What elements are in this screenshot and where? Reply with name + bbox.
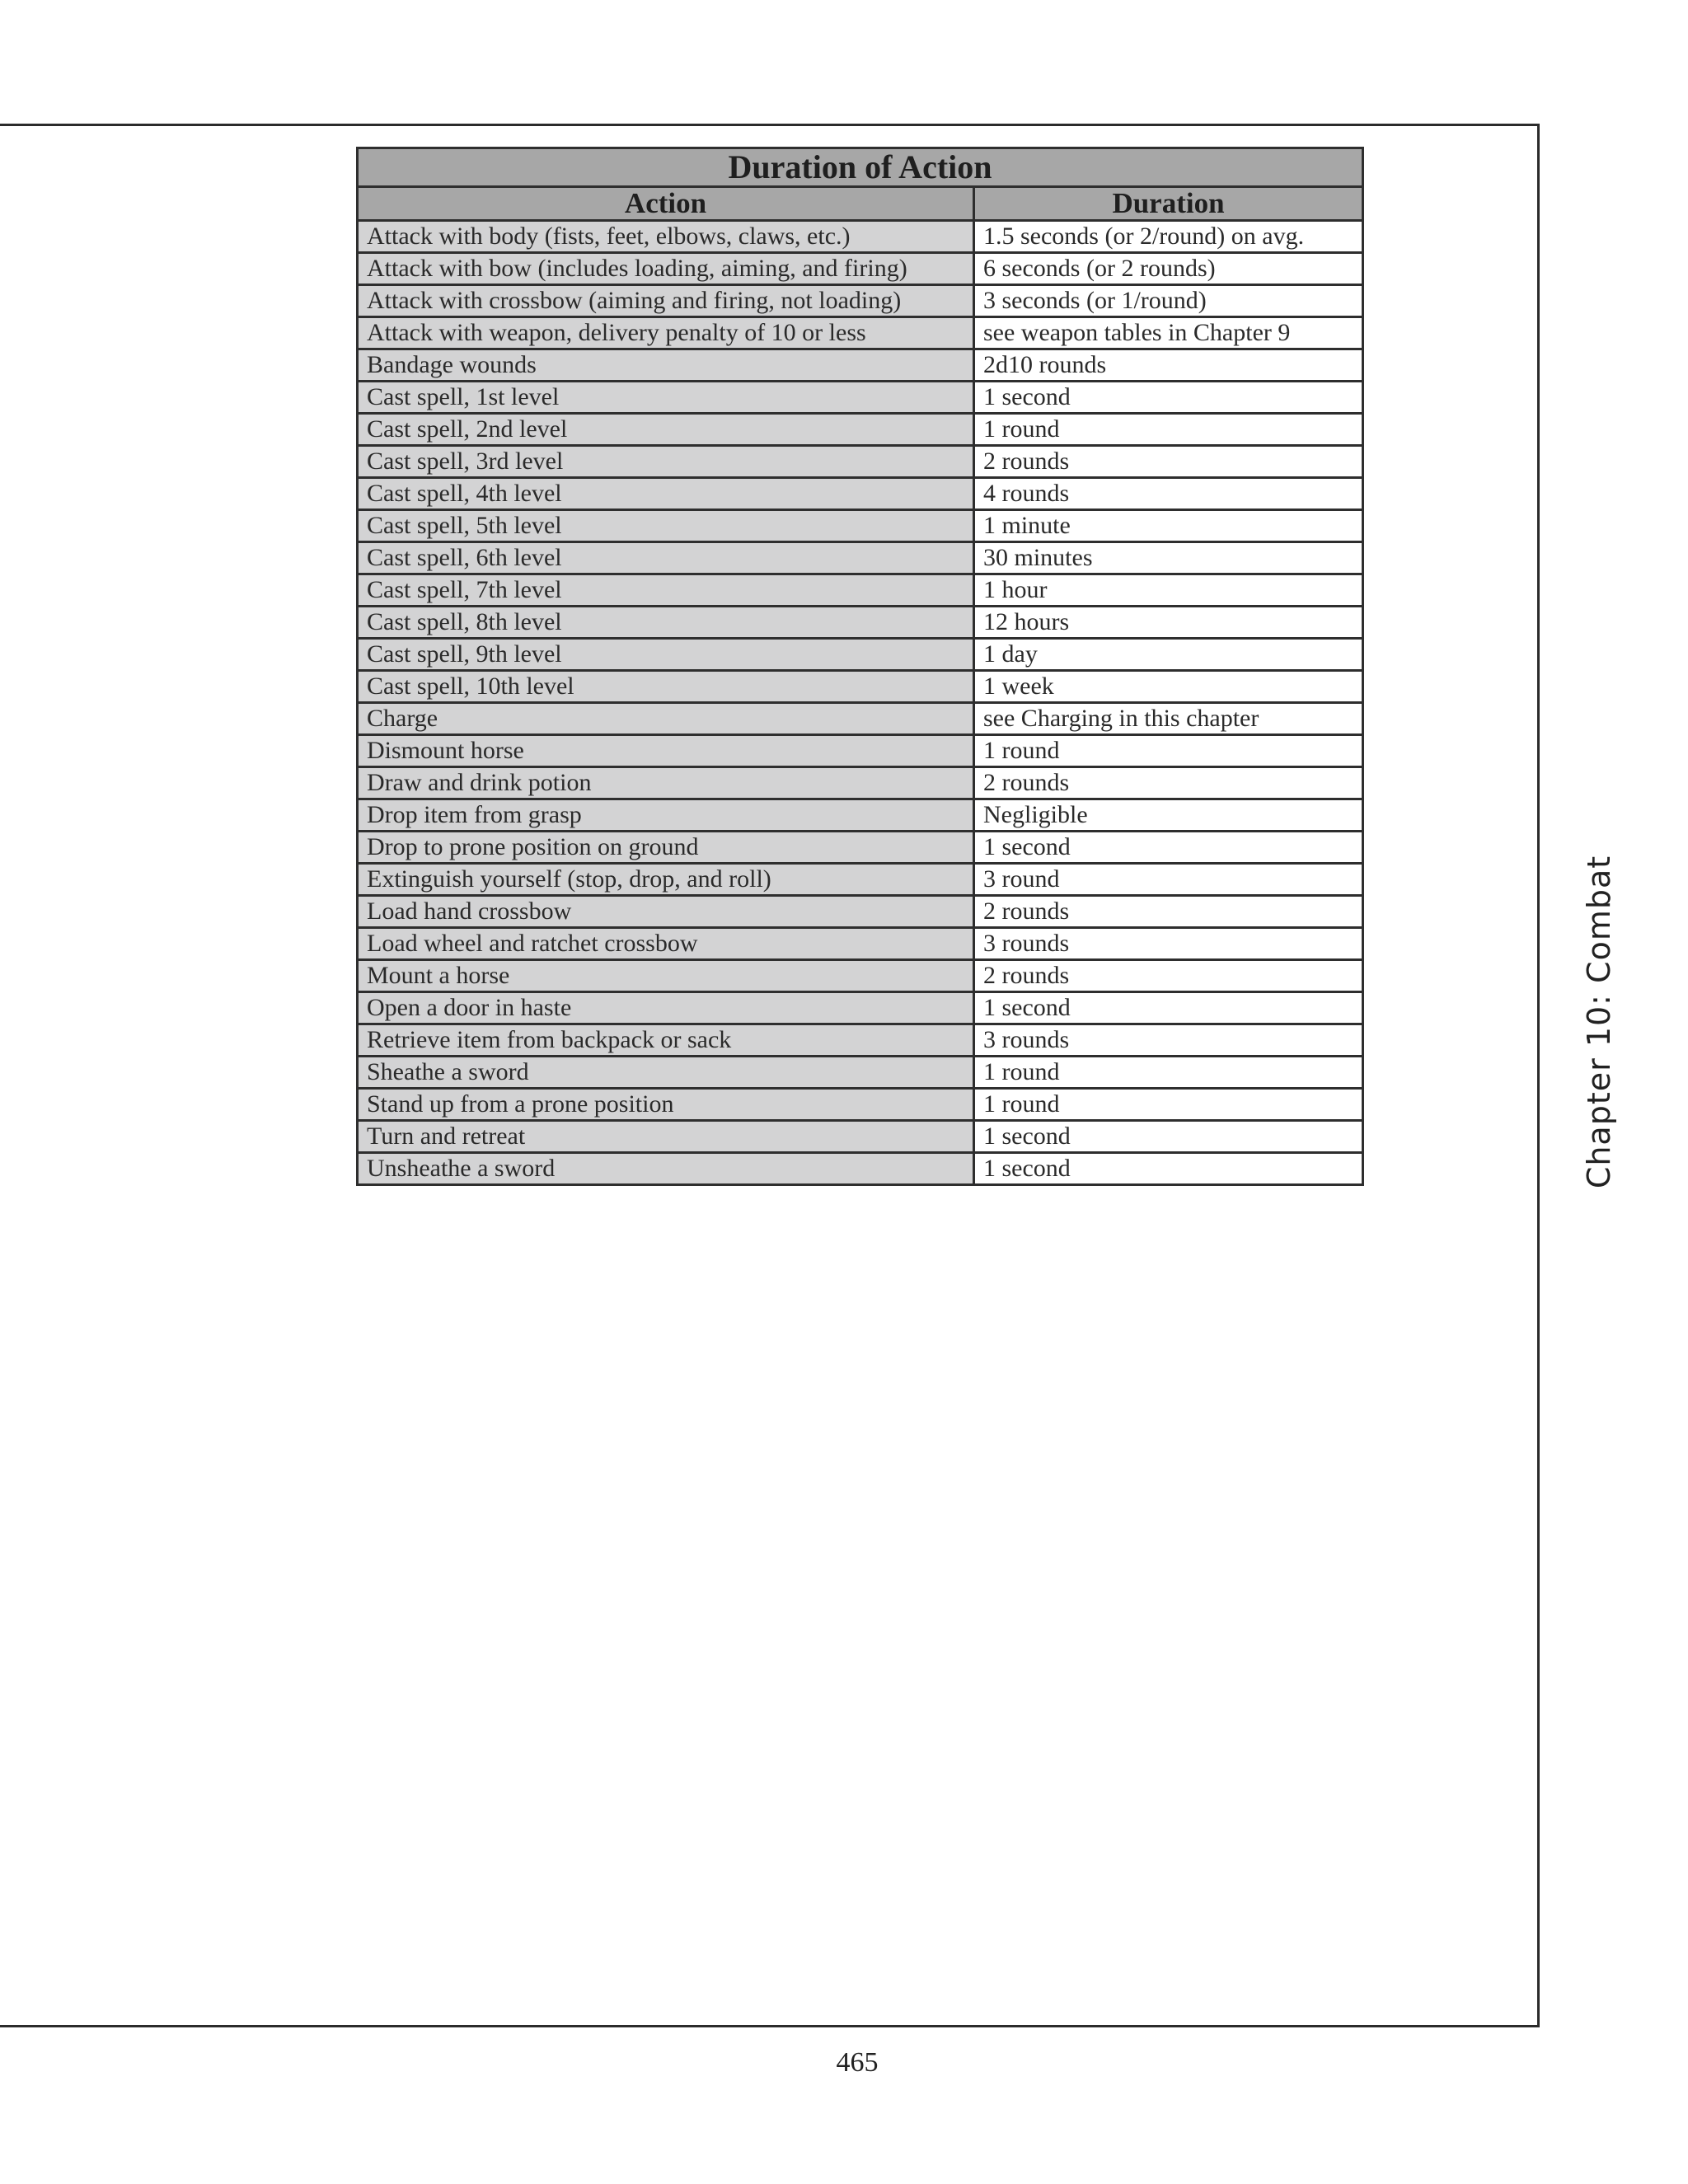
table-row bbox=[358, 1121, 1363, 1153]
action-cell: Cast spell, 1st level bbox=[358, 382, 974, 414]
duration-of-action-table bbox=[356, 147, 1364, 1186]
table-row bbox=[358, 671, 1363, 703]
duration-cell: 1 second bbox=[974, 992, 1363, 1024]
table-row bbox=[358, 735, 1363, 767]
table-row bbox=[358, 1024, 1363, 1057]
action-cell: Load wheel and ratchet crossbow bbox=[358, 928, 974, 960]
table-row bbox=[358, 510, 1363, 542]
action-cell: Charge bbox=[358, 703, 974, 735]
table-row bbox=[358, 703, 1363, 735]
action-cell: Bandage wounds bbox=[358, 349, 974, 382]
duration-cell: 1 round bbox=[974, 735, 1363, 767]
table-row bbox=[358, 1057, 1363, 1089]
action-cell: Drop to prone position on ground bbox=[358, 832, 974, 864]
duration-cell: 2d10 rounds bbox=[974, 349, 1363, 382]
duration-cell: 1 second bbox=[974, 1121, 1363, 1153]
table-row bbox=[358, 928, 1363, 960]
duration-cell: 1 second bbox=[974, 1153, 1363, 1185]
action-cell: Cast spell, 10th level bbox=[358, 671, 974, 703]
table-row bbox=[358, 253, 1363, 285]
duration-cell: 3 round bbox=[974, 864, 1363, 896]
action-cell: Cast spell, 2nd level bbox=[358, 414, 974, 446]
action-cell: Attack with weapon, delivery penalty of 10 or less bbox=[358, 317, 974, 349]
table-row bbox=[358, 317, 1363, 349]
duration-cell: 1 round bbox=[974, 414, 1363, 446]
action-cell: Cast spell, 9th level bbox=[358, 639, 974, 671]
duration-cell: 1 round bbox=[974, 1057, 1363, 1089]
table-row bbox=[358, 607, 1363, 639]
duration-cell: 2 rounds bbox=[974, 896, 1363, 928]
action-cell: Cast spell, 8th level bbox=[358, 607, 974, 639]
action-cell: Stand up from a prone position bbox=[358, 1089, 974, 1121]
table-row bbox=[358, 349, 1363, 382]
action-cell: Cast spell, 7th level bbox=[358, 574, 974, 607]
table-row bbox=[358, 574, 1363, 607]
table-row bbox=[358, 414, 1363, 446]
table-row bbox=[358, 1089, 1363, 1121]
table-row bbox=[358, 960, 1363, 992]
action-cell: Sheathe a sword bbox=[358, 1057, 974, 1089]
action-cell: Attack with bow (includes loading, aiming, and firing) bbox=[358, 253, 974, 285]
duration-cell: 6 seconds (or 2 rounds) bbox=[974, 253, 1363, 285]
duration-cell: 1 minute bbox=[974, 510, 1363, 542]
table-row bbox=[358, 542, 1363, 574]
action-cell: Attack with body (fists, feet, elbows, claws, etc.) bbox=[358, 221, 974, 253]
table-row bbox=[358, 285, 1363, 317]
table-row bbox=[358, 639, 1363, 671]
table-row bbox=[358, 896, 1363, 928]
duration-cell: Negligible bbox=[974, 799, 1363, 832]
action-cell: Cast spell, 6th level bbox=[358, 542, 974, 574]
duration-cell: 3 rounds bbox=[974, 928, 1363, 960]
column-header-duration: Duration bbox=[974, 187, 1363, 221]
page-number: 465 bbox=[836, 2047, 879, 2078]
duration-cell: 1 round bbox=[974, 1089, 1363, 1121]
action-cell: Unsheathe a sword bbox=[358, 1153, 974, 1185]
table-row bbox=[358, 799, 1363, 832]
duration-cell: 4 rounds bbox=[974, 478, 1363, 510]
table-row bbox=[358, 478, 1363, 510]
action-cell: Mount a horse bbox=[358, 960, 974, 992]
table-body bbox=[358, 221, 1363, 1185]
duration-cell: 2 rounds bbox=[974, 767, 1363, 799]
duration-cell: 1 day bbox=[974, 639, 1363, 671]
duration-cell: see weapon tables in Chapter 9 bbox=[974, 317, 1363, 349]
chapter-side-label bbox=[1581, 855, 1632, 1189]
table-row bbox=[358, 767, 1363, 799]
duration-cell: 1 second bbox=[974, 832, 1363, 864]
duration-cell: 1.5 seconds (or 2/round) on avg. bbox=[974, 221, 1363, 253]
duration-cell: 2 rounds bbox=[974, 446, 1363, 478]
action-cell: Cast spell, 4th level bbox=[358, 478, 974, 510]
table-row bbox=[358, 864, 1363, 896]
action-cell: Open a door in haste bbox=[358, 992, 974, 1024]
table-row bbox=[358, 1153, 1363, 1185]
table-row bbox=[358, 221, 1363, 253]
duration-cell: 30 minutes bbox=[974, 542, 1363, 574]
duration-cell: see Charging in this chapter bbox=[974, 703, 1363, 735]
column-header-action: Action bbox=[358, 187, 974, 221]
action-cell: Extinguish yourself (stop, drop, and roll) bbox=[358, 864, 974, 896]
action-cell: Cast spell, 3rd level bbox=[358, 446, 974, 478]
table-row bbox=[358, 992, 1363, 1024]
action-cell: Drop item from grasp bbox=[358, 799, 974, 832]
action-cell: Load hand crossbow bbox=[358, 896, 974, 928]
duration-cell: 12 hours bbox=[974, 607, 1363, 639]
duration-cell: 1 week bbox=[974, 671, 1363, 703]
action-cell: Turn and retreat bbox=[358, 1121, 974, 1153]
action-cell: Dismount horse bbox=[358, 735, 974, 767]
table-title: Duration of Action bbox=[358, 148, 1363, 187]
action-cell: Draw and drink potion bbox=[358, 767, 974, 799]
table-row bbox=[358, 446, 1363, 478]
duration-cell: 1 hour bbox=[974, 574, 1363, 607]
action-cell: Cast spell, 5th level bbox=[358, 510, 974, 542]
action-cell: Retrieve item from backpack or sack bbox=[358, 1024, 974, 1057]
table-row bbox=[358, 382, 1363, 414]
duration-cell: 3 seconds (or 1/round) bbox=[974, 285, 1363, 317]
action-cell: Attack with crossbow (aiming and firing, not loading) bbox=[358, 285, 974, 317]
table-row bbox=[358, 832, 1363, 864]
duration-cell: 3 rounds bbox=[974, 1024, 1363, 1057]
chapter-label-text: Chapter 10: Combat bbox=[1581, 855, 1617, 1189]
duration-cell: 2 rounds bbox=[974, 960, 1363, 992]
duration-table-container bbox=[356, 147, 1364, 1186]
duration-cell: 1 second bbox=[974, 382, 1363, 414]
